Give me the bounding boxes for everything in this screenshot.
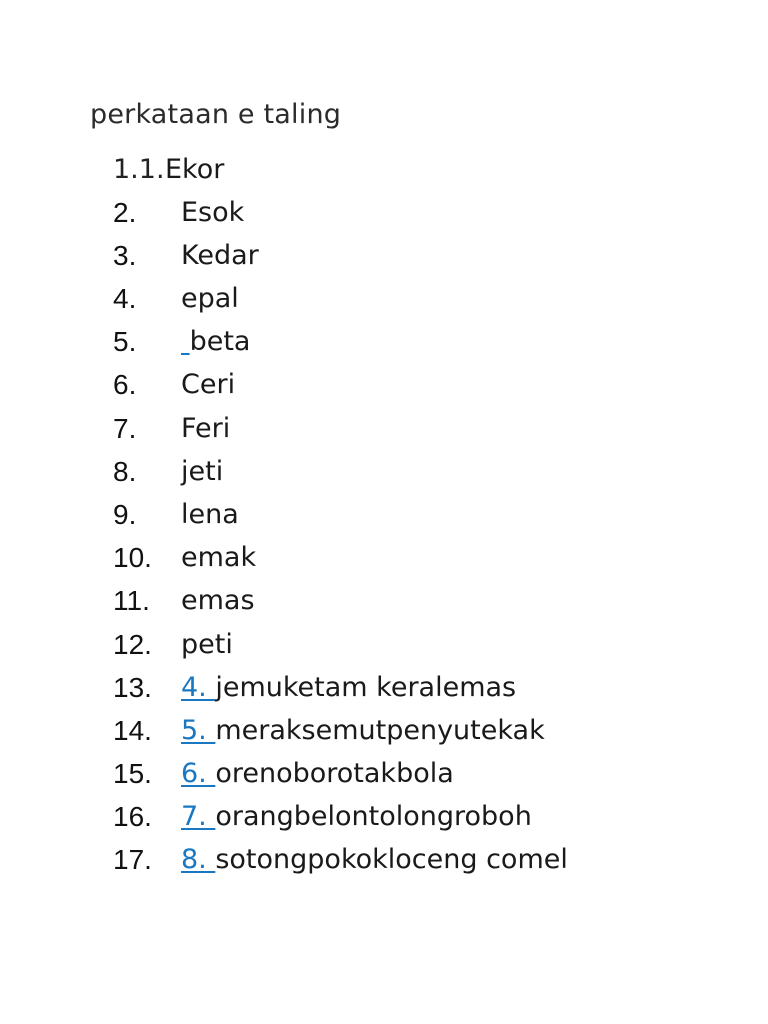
list-item <box>0 154 768 194</box>
list-item-word: meraksemutpenyutekak <box>215 715 545 746</box>
list-item-text <box>181 801 532 832</box>
list-item <box>0 801 768 841</box>
list-item <box>0 844 768 884</box>
list-item-number: 5. <box>113 326 137 357</box>
list-item-number: 8. <box>113 456 137 487</box>
list-item <box>0 369 768 409</box>
list-item-text <box>181 672 516 703</box>
list-item-number: 13. <box>113 672 152 703</box>
list-item-text: peti <box>181 629 233 660</box>
list-item-text <box>181 758 454 789</box>
list-item-number: 16. <box>113 801 152 832</box>
list-item-text <box>181 715 545 746</box>
list-item <box>0 715 768 755</box>
list-item <box>0 456 768 496</box>
list-item-number: 10. <box>113 542 152 573</box>
list-item-number: 14. <box>113 715 152 746</box>
list-item <box>0 629 768 669</box>
list-item <box>0 413 768 453</box>
list-item <box>0 542 768 582</box>
list-item-number: 1.1. <box>113 154 165 185</box>
list-item-text: Esok <box>181 197 245 228</box>
list-item-link[interactable]: 7. <box>181 801 216 832</box>
list-item <box>0 672 768 712</box>
list-item-link[interactable]: 8. <box>181 844 216 875</box>
list-item <box>0 758 768 798</box>
list-item-number: 11. <box>113 585 150 616</box>
list-item-word: orangbelontolongroboh <box>215 801 532 832</box>
list-item-text <box>181 326 250 357</box>
list-item-number: 9. <box>113 499 137 530</box>
list-item-text: emas <box>181 585 255 616</box>
list-item-number: 3. <box>113 240 137 271</box>
list-item-word: jemuketam keralemas <box>215 672 517 703</box>
list-item-link[interactable]: 4. <box>181 672 216 703</box>
list-item-word: orenoborotakbola <box>215 758 454 789</box>
list-item <box>0 499 768 539</box>
list-item-text: epal <box>181 283 239 314</box>
list-item-number: 4. <box>113 283 137 314</box>
list-item-text: Kedar <box>181 240 259 271</box>
list-item-word: beta <box>189 326 251 357</box>
list-item-number: 2. <box>113 197 137 228</box>
list-item-text <box>181 844 568 875</box>
list-item <box>0 326 768 366</box>
list-item-text: Feri <box>181 413 231 444</box>
list-item-number: 12. <box>113 629 152 660</box>
list-item-number: 7. <box>113 413 137 444</box>
page-title: perkataan e taling <box>90 99 342 130</box>
list-item-number: 6. <box>113 369 137 400</box>
list-item <box>0 197 768 237</box>
list-item-text: Ekor <box>165 154 225 185</box>
list-item <box>0 283 768 323</box>
list-item-link[interactable]: 5. <box>181 715 216 746</box>
list-item <box>0 240 768 280</box>
list-item-text: emak <box>181 542 257 573</box>
list-item-number: 17. <box>113 844 152 875</box>
list-item-number: 15. <box>113 758 152 789</box>
list-item-text: Ceri <box>181 369 236 400</box>
list-item-word: sotongpokokloceng comel <box>215 844 568 875</box>
list-item-link[interactable]: 6. <box>181 758 216 789</box>
list-item-link[interactable] <box>181 326 190 357</box>
list-item <box>0 585 768 625</box>
list-item-text: lena <box>181 499 239 530</box>
list-item-text: jeti <box>181 456 224 487</box>
